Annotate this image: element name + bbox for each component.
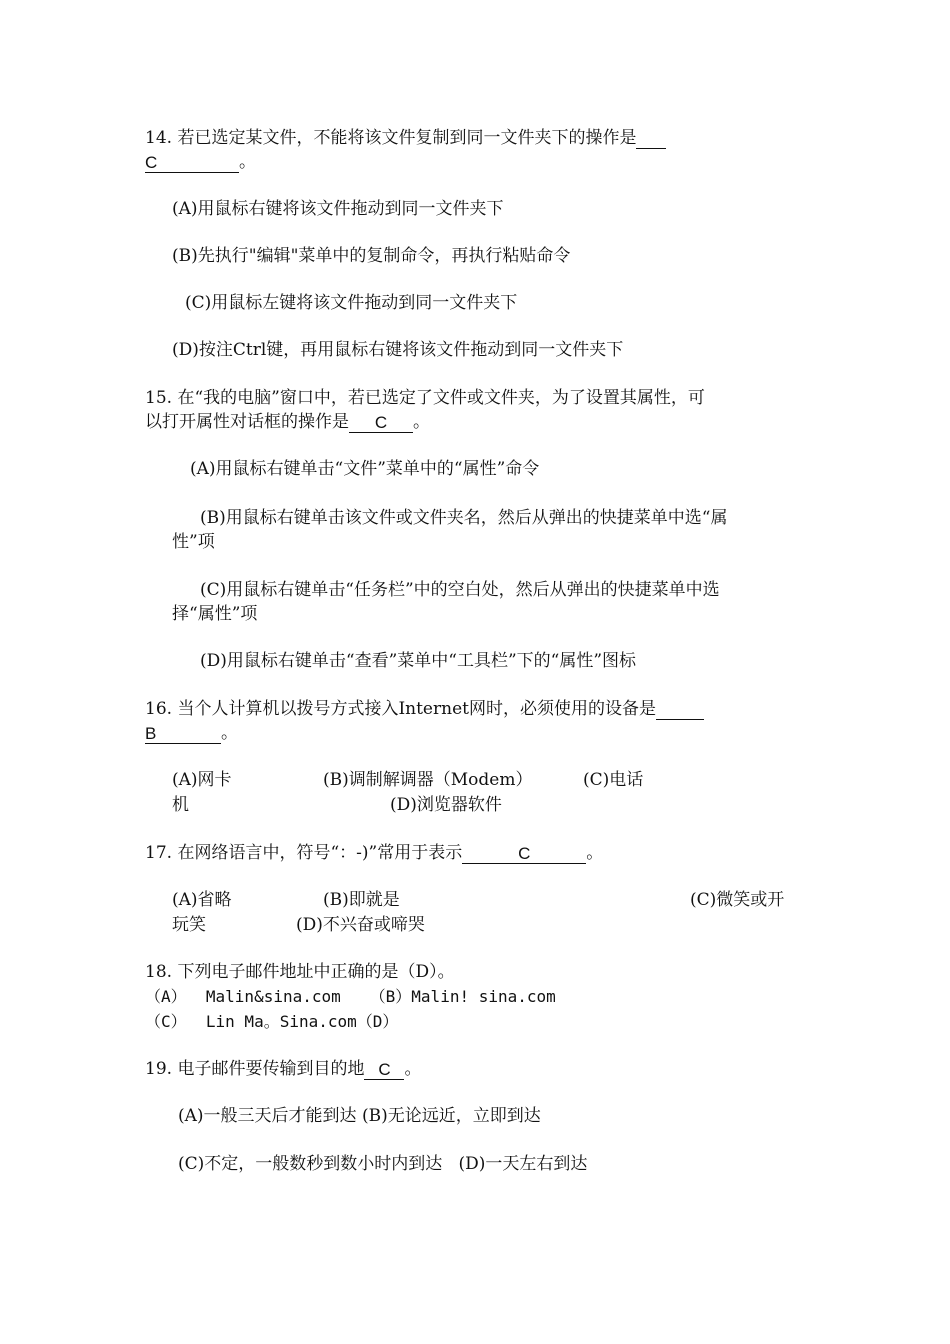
question-16-stem-line2: B 。: [145, 723, 238, 743]
question-14-stem: 14. 若已选定某文件，不能将该文件复制到同一文件夹下的操作是: [145, 127, 666, 149]
question-14-option-a: (A)用鼠标右键将该文件拖动到同一文件夹下: [172, 199, 504, 219]
question-16-option-c-cont: 机: [172, 795, 189, 815]
question-15-option-c: (C)用鼠标右键单击“任务栏”中的空白处，然后从弹出的快捷菜单中选: [200, 580, 720, 600]
question-18-stem: 18. 下列电子邮件地址中正确的是（D）。: [145, 962, 455, 982]
answer-15: C: [349, 412, 413, 433]
question-18-options-ab: （A） Malin&sina.com （B）Malin! sina.com: [145, 987, 556, 1006]
question-16-stem: 16. 当个人计算机以拨号方式接入Internet网时，必须使用的设备是: [145, 698, 704, 720]
question-15-stem-line2: 以打开属性对话框的操作是 C 。: [145, 412, 430, 432]
question-15-option-d: (D)用鼠标右键单击“查看”菜单中“工具栏”下的“属性”图标: [200, 651, 637, 671]
answer-14: C: [145, 152, 239, 173]
question-14-stem-line2: C 。: [145, 152, 256, 172]
question-15-stem: 15. 在“我的电脑”窗口中，若已选定了文件或文件夹，为了设置其属性，可: [145, 388, 705, 408]
question-16-option-c: (C)电话: [583, 770, 644, 790]
question-16-option-b: (B)调制解调器（Modem）: [323, 770, 533, 790]
question-19-options-cd: (C)不定，一般数秒到数小时内到达 (D)一天左右到达: [178, 1154, 588, 1174]
question-17-option-c: (C)微笑或开: [690, 890, 785, 910]
answer-blank: [636, 128, 666, 149]
question-19-options-ab: (A)一般三天后才能到达 (B)无论远近，立即到达: [178, 1106, 541, 1126]
answer-16: B: [145, 723, 221, 744]
question-19-stem: 19. 电子邮件要传输到目的地 C 。: [145, 1059, 422, 1079]
question-17-option-a: (A)省略: [172, 890, 232, 910]
answer-17: C: [462, 843, 586, 864]
question-14-option-b: (B)先执行"编辑"菜单中的复制命令，再执行粘贴命令: [172, 246, 571, 266]
question-17-stem: 17. 在网络语言中，符号“：-)”常用于表示 C 。: [145, 843, 604, 863]
question-14-option-d: (D)按注Ctrl键，再用鼠标右键将该文件拖动到同一文件夹下: [172, 340, 624, 360]
question-17-option-b: (B)即就是: [323, 890, 400, 910]
question-18-options-cd: （C） Lin Ma。Sina.com（D）: [145, 1012, 399, 1031]
answer-19: C: [364, 1059, 404, 1080]
question-17-option-d: (D)不兴奋或啼哭: [296, 915, 425, 935]
question-15-option-c-cont: 择“属性”项: [172, 604, 258, 624]
question-15-option-b-cont: 性”项: [172, 532, 215, 552]
question-15-option-b: (B)用鼠标右键单击该文件或文件夹名，然后从弹出的快捷菜单中选“属: [200, 508, 728, 528]
question-16-option-d: (D)浏览器软件: [390, 795, 502, 815]
question-16-option-a: (A)网卡: [172, 770, 232, 790]
question-14-option-c: (C)用鼠标左键将该文件拖动到同一文件夹下: [185, 293, 518, 313]
question-15-option-a: (A)用鼠标右键单击“文件”菜单中的“属性”命令: [190, 459, 540, 479]
question-17-option-c-cont: 玩笑: [172, 915, 206, 935]
answer-blank: [656, 699, 704, 720]
